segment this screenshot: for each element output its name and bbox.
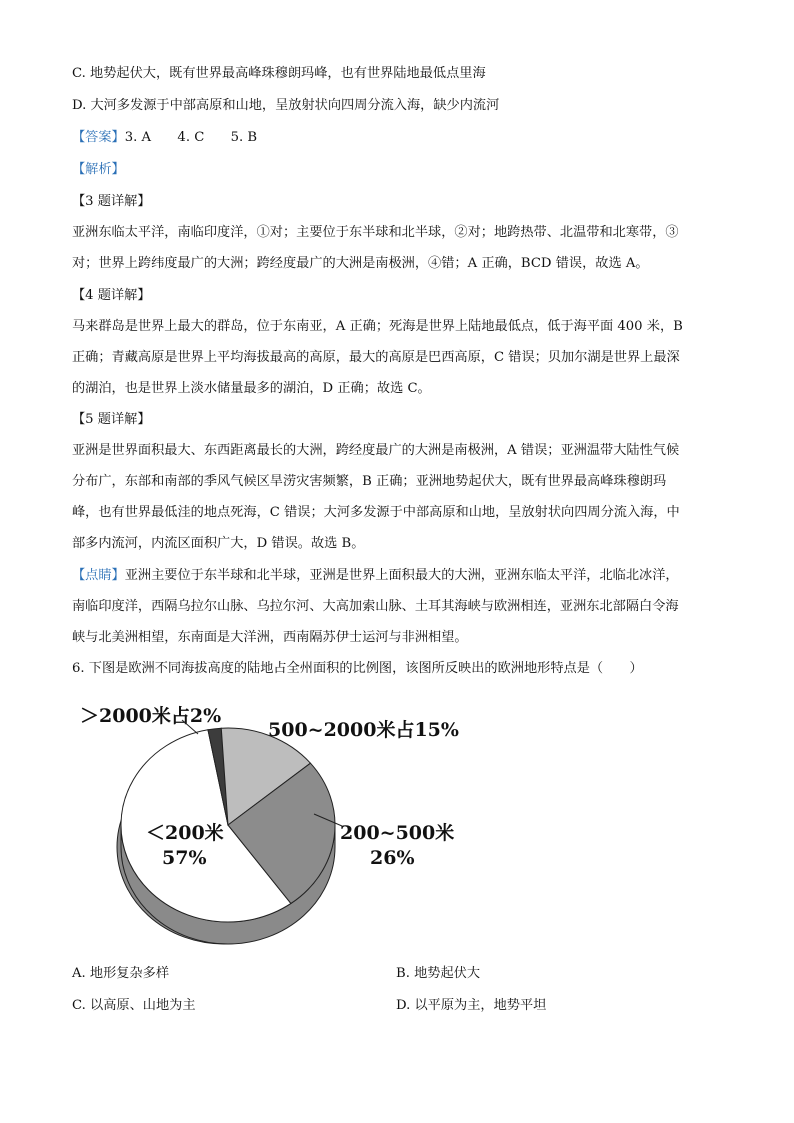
q5-line-4: 部多内流河，内流区面积广大，D 错误。故选 B。 (72, 536, 365, 551)
answer-line (72, 128, 722, 148)
label-200-500: 200~500米 (340, 822, 455, 844)
elevation-pie-chart (70, 692, 490, 952)
q5-line-3: 峰，也有世界最低洼的地点死海，C 错误；大河多发源于中部高原和山地，呈放射状向四周分流入海，中 (72, 505, 680, 520)
analysis-label (72, 160, 722, 180)
q4-line-1: 马来群岛是世界上最大的群岛，位于东南亚，A 正确；死海是世界上陆地最低点，低于海平面 400 米，B (72, 319, 683, 334)
comment-text: 亚洲主要位于东半球和北半球，亚洲是世界上面积最大的大洲，亚洲东临太平洋，北临北冰洋， (124, 568, 679, 583)
comment-line-2: 南临印度洋，西隔乌拉尔山脉、乌拉尔河、大高加索山脉、土耳其海峡与欧洲相连，亚洲东北部隔白令海 (72, 599, 679, 614)
q3-line-2: 对；世界上跨纬度最广的大洲；跨经度最广的大洲是南极洲，④错；A 正确，BCD 错误，故选 A。 (72, 256, 649, 271)
q3-line-1: 亚洲东临太平洋，南临印度洋，①对；主要位于东半球和北半球，②对；地跨热带、北温带和北寒带，③ (72, 225, 679, 240)
option-a[interactable]: A. 地形复杂多样 (72, 966, 170, 981)
q5-label: 【5 题详解】 (72, 412, 151, 427)
value-200-500: 26% (370, 847, 415, 869)
option-c[interactable]: C. 以高原、山地为主 (72, 998, 196, 1013)
answer-label: 【答案】 (72, 130, 125, 145)
option-c-line: C. 地势起伏大，既有世界最高峰珠穆朗玛峰，也有世界陆地最低点里海 (72, 66, 486, 81)
label-below-200: ＜200米 (146, 822, 224, 844)
q4-line-3: 的湖泊，也是世界上淡水储量最多的湖泊，D 正确；故选 C。 (72, 381, 431, 396)
q4-line-2: 正确；青藏高原是世界上平均海拔最高的高原，最大的高原是巴西高原，C 错误；贝加尔湖是世界上最深 (72, 350, 680, 365)
label-500-2000: 500~2000米占15% (268, 719, 459, 741)
value-below-200: 57% (162, 847, 207, 869)
q5-line-2: 分布广，东部和南部的季风气候区旱涝灾害频繁，B 正确；亚洲地势起伏大，既有世界最高峰珠穆朗玛 (72, 474, 667, 489)
answer-text: 3. A 4. C 5. B (124, 130, 258, 145)
question-6: 6. 下图是欧洲不同海拔高度的陆地占全州面积的比例图，该图所反映出的欧洲地形特点是（ ） (72, 661, 643, 676)
comment-line-1 (72, 566, 722, 586)
q3-label: 【3 题详解】 (72, 194, 151, 209)
comment-label: 【点睛】 (72, 568, 125, 583)
label-above-2000: ＞2000米占2% (80, 705, 222, 727)
option-d[interactable]: D. 以平原为主，地势平坦 (396, 998, 547, 1013)
comment-line-3: 峡与北美洲相望，东南面是大洋洲，西南隔苏伊士运河与非洲相望。 (72, 630, 468, 645)
q4-label: 【4 题详解】 (72, 288, 151, 303)
q5-line-1: 亚洲是世界面积最大、东西距离最长的大洲，跨经度最广的大洲是南极洲，A 错误；亚洲温带大陆性气候 (72, 443, 680, 458)
option-b[interactable]: B. 地势起伏大 (396, 966, 481, 981)
analysis-label-text: 【解析】 (72, 162, 125, 177)
option-d-line: D. 大河多发源于中部高原和山地，呈放射状向四周分流入海，缺少内流河 (72, 98, 500, 113)
